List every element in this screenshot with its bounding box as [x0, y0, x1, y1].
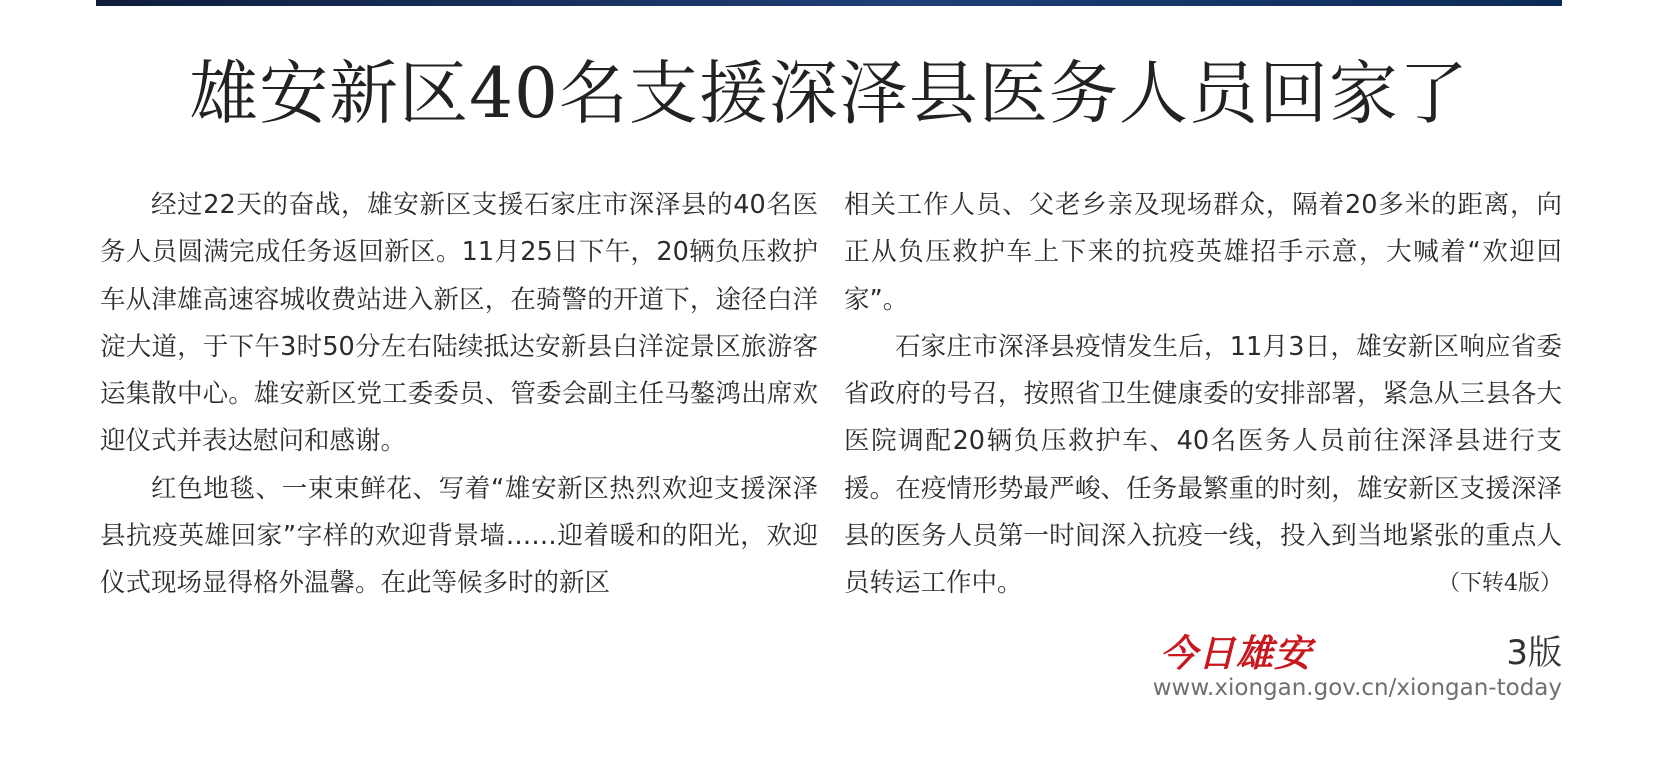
- paragraph-2-continued: 相关工作人员、父老乡亲及现场群众，隔着20多米的距离，向正从负压救护车上下来的抗疫英雄招手示意，大喊着“欢迎回家”。: [844, 190, 1562, 315]
- headline: 雄安新区40名支援深泽县医务人员回家了: [189, 54, 1469, 134]
- paragraph-2: 红色地毯、一束束鲜花、写着“雄安新区热烈欢迎支援深泽县抗疫英雄回家”字样的欢迎背景墙……迎着暖和的阳光，欢迎仪式现场显得格外温馨。在此等候多时的新区: [100, 473, 818, 599]
- paragraph-1: 经过22天的奋战，雄安新区支援石家庄市深泽县的40名医务人员圆满完成任务返回新区。11月25日下午，20辆负压救护车从津雄高速容城收费站进入新区，在骑警的开道下，途径白洋淀大道，于下午3时50分左右陆续抵达安新县白洋淀景区旅游客运集散中心。雄安新区党工委委员、管委会副主任马鏊鸿出席欢迎仪式并表达慰问和感谢。: [100, 190, 818, 457]
- page-number: 3版: [1506, 633, 1562, 673]
- footer-url[interactable]: www.xiongan.gov.cn/xiongan-today: [1152, 675, 1562, 701]
- article-column-left: [100, 182, 818, 608]
- paragraph-3-text: 石家庄市深泽县疫情发生后，11月3日，雄安新区响应省委省政府的号召，按照省卫生健康委的安排部署，紧急从三县各大医院调配20辆负压救护车、40名医务人员前往深泽县进行支援。在疫情形势最严峻、任务最繁重的时刻，雄安新区支援深泽县的医务人员第一时间深入抗疫一线，投入到当地紧张的重点人员转运工作中。: [844, 331, 1562, 599]
- top-rule: [96, 0, 1562, 6]
- paragraph-3: [844, 324, 1562, 608]
- article-column-right: [844, 182, 1562, 608]
- continued-note: （下转4版）: [1438, 571, 1562, 597]
- newspaper-logo: 今日雄安: [1160, 631, 1312, 675]
